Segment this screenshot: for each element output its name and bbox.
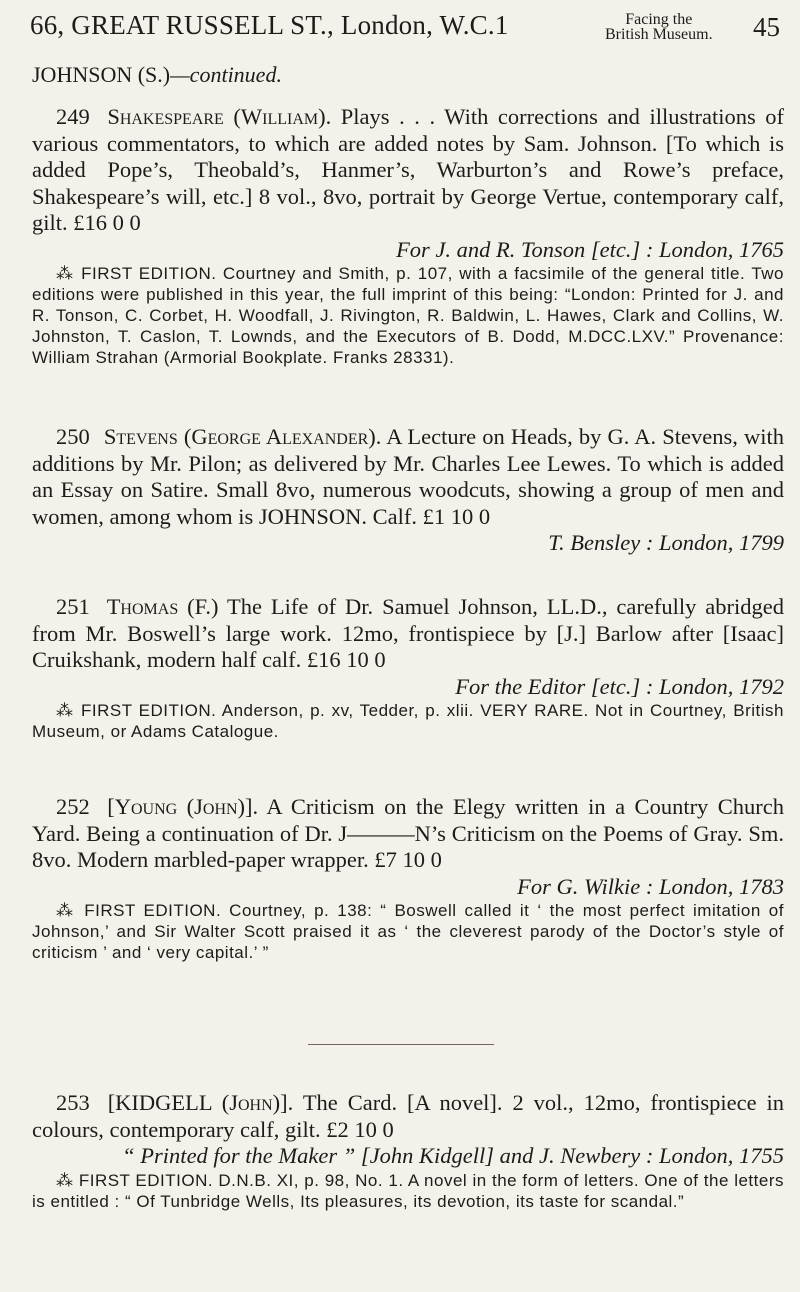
catalogue-entry [32, 594, 784, 742]
page-header [30, 10, 784, 52]
entry-note: ⁂ FIRST EDITION. Courtney and Smith, p. 107, with a facsimile of the general title. Two editions were published in this year, the full imprint of this being: “London: Printed for J. and R. Tonson, C. Corbet, H. Woodfall, J. Rivington, R. Baldwin, L. Hawes, Clark and Collins, W. Johnston, T. Caslon, T. Lownds, and the Executors of B. Dodd, M.DCC.LXV.” Provenance: William Strahan (Armorial Bookplate. Franks 28331). [32, 264, 784, 367]
entry-number: 251 [56, 594, 90, 619]
entry-imprint: T. Bensley : London, 1799 [548, 530, 784, 555]
entry-heading: Stevens (George Alexander). [103, 424, 382, 449]
running-head-name: JOHNSON (S.) [32, 62, 171, 87]
running-head [32, 62, 282, 88]
entry-description [32, 424, 784, 530]
entry-imprint: “ Printed for the Maker ” [John Kidgell] and J. Newbery : London, 1755 [122, 1143, 784, 1168]
entry-body: Plays . . . With corrections and illustrations of various commentators, to which are added notes by Sam. Johnson. [To which is added Pope’s, Theobald’s, Hanmer’s, Warburton’s and Rowe’s preface, Shakespeare’s will, etc.] 8 vol., 8vo, portrait by George Vertue, contemporary calf, gilt. £16 0 0 [32, 104, 785, 235]
entry-body: The Life of Dr. Samuel Johnson, LL.D., carefully abridged from Mr. Boswell’s large work. 12mo, frontispiece by [J.] Barlow after [Isaac] Cruikshank, modern half calf. £16 10 0 [32, 594, 784, 672]
entry-imprint: For the Editor [etc.] : London, 1792 [455, 673, 784, 699]
entry-description [32, 1090, 784, 1143]
entry-body: A Criticism on the Elegy written in a Country Church Yard. Being a continuation of Dr. J———N’s Criticism on the Poems of Gray. Sm. 8vo. Modern marbled-paper wrapper. £7 10 0 [32, 794, 785, 872]
entry-note: ⁂ FIRST EDITION. D.N.B. XI, p. 98, No. 1. A novel in the form of letters. One of the letters is entitled : “ Of Tunbridge Wells, Its pleasures, its devotion, its taste for scandal.” [32, 1170, 784, 1211]
catalogue-entry [32, 1090, 784, 1212]
entry-note: ⁂ FIRST EDITION. Courtney, p. 138: “ Boswell called it ‘ the most perfect imitation of Johnson,’ and Sir Walter Scott praised it as ‘ the cleverest parody of the Doctor’s style of criticism ’ and ‘ very capital.’ ” [32, 901, 784, 962]
entry-description [32, 594, 784, 674]
entry-heading: [KIDGELL (John)]. [107, 1090, 294, 1115]
entry-number: 250 [56, 424, 90, 449]
entry-number: 252 [56, 794, 90, 819]
catalogue-entry [32, 794, 784, 963]
entry-heading: Thomas (F.) [106, 594, 219, 619]
running-head-continued: —continued. [170, 62, 282, 87]
page-number: 45 [753, 12, 780, 42]
facing-line-1: Facing the [625, 11, 693, 28]
bookseller-address: 66, GREAT RUSSELL ST., London, W.C.1 [30, 10, 509, 40]
catalogue-entry [32, 424, 784, 557]
catalogue-entry [32, 104, 784, 368]
entry-body: A Lecture on Heads, by G. A. Stevens, with additions by Mr. Pilon; as delivered by Mr. Charles Lee Lewes. To which is added an Essay on Satire. Small 8vo, numerous woodcuts, showing a group of men and women, among whom is JOHNSON. Calf. £1 10 0 [32, 424, 785, 529]
entry-heading: Shakespeare (William). [107, 104, 332, 129]
facing-note [605, 12, 713, 42]
entry-body: The Card. [A novel]. 2 vol., 12mo, frontispiece in colours, contemporary calf, gilt. £2 10 0 [32, 1090, 785, 1142]
entry-note: ⁂ FIRST EDITION. Anderson, p. xv, Tedder, p. xlii. VERY RARE. Not in Courtney, British Museum, or Adams Catalogue. [32, 701, 784, 741]
entry-description [32, 104, 784, 237]
facing-line-2: British Museum. [605, 26, 713, 43]
entry-number: 249 [56, 104, 90, 129]
entry-number: 253 [56, 1090, 90, 1115]
section-divider [308, 1044, 494, 1045]
entry-description [32, 794, 784, 874]
entry-imprint: For J. and R. Tonson [etc.] : London, 1765 [396, 236, 784, 262]
entry-heading: [Young (John)]. [107, 794, 259, 819]
entry-imprint: For G. Wilkie : London, 1783 [517, 873, 784, 899]
